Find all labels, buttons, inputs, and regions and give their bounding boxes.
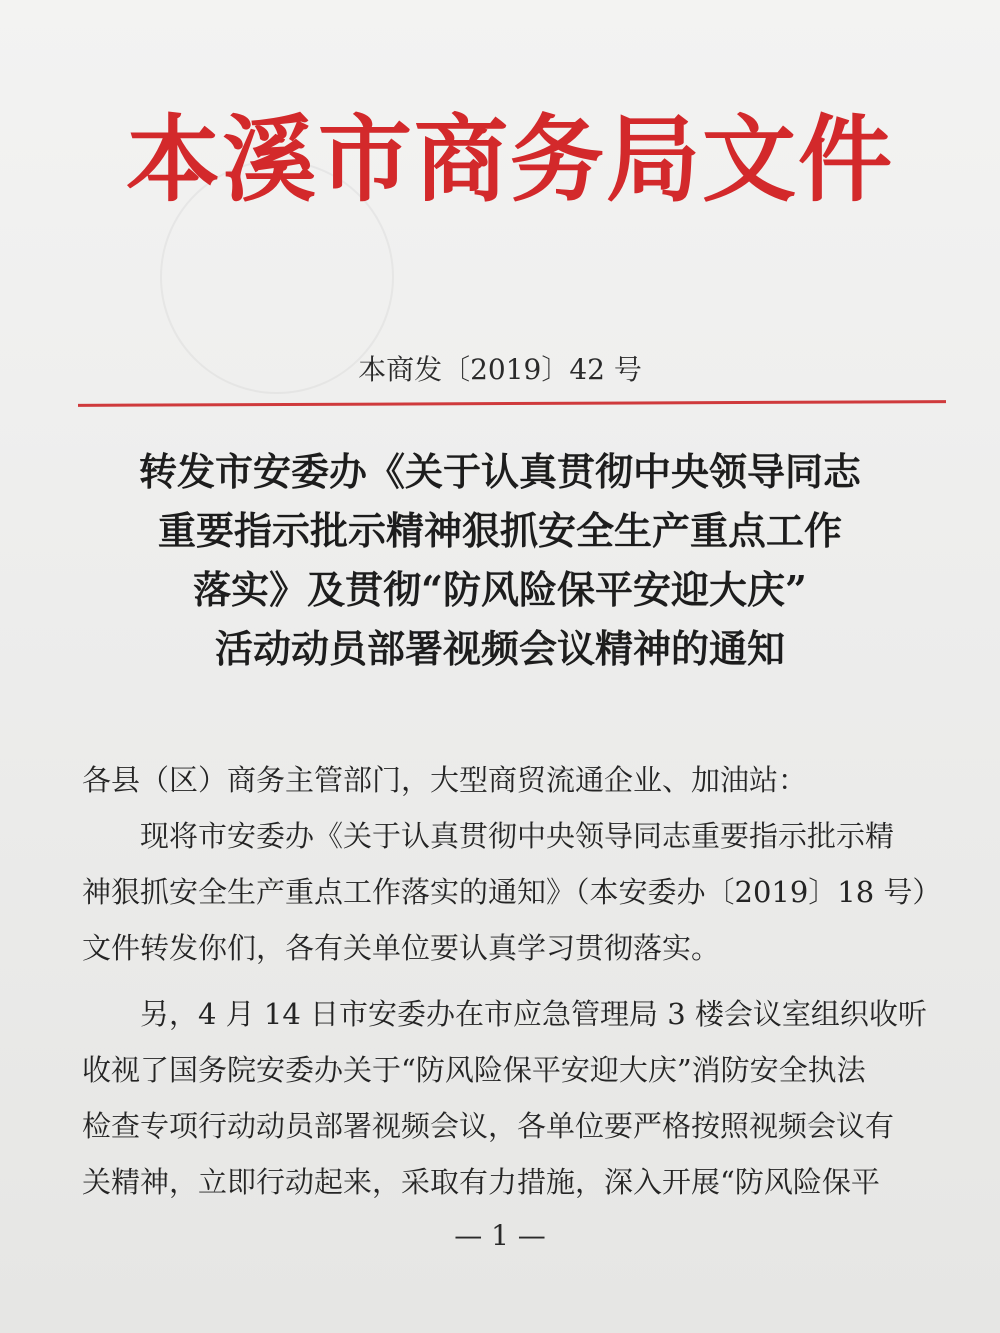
paragraph-line: 神狠抓安全生产重点工作落实的通知》（本安委办〔2019〕18 号） [82,875,942,909]
paragraph-line: 现将市安委办《关于认真贯彻中央领导同志重要指示批示精 [140,819,895,853]
paragraph-line: 检查专项行动动员部署视频会议，各单位要严格按照视频会议有 [82,1109,895,1143]
salutation: 各县（区）商务主管部门，大型商贸流通企业、加油站： [82,763,808,797]
red-divider-line [78,400,946,407]
paragraph-2 [82,986,962,1210]
title-line: 活动动员部署视频会议精神的通知 [214,626,785,671]
paragraph-line: 收视了国务院安委办关于“防风险保平安迎大庆”消防安全执法 [82,1053,866,1087]
letterhead-title: 本溪市商务局文件 [125,105,894,215]
title-line: 落实》及贯彻“防风险保平安迎大庆” [193,567,807,612]
paragraph-1 [82,808,962,976]
title-line: 转发市安委办《关于认真贯彻中央领导同志 [138,449,861,494]
title-line: 重要指示批示精神狠抓安全生产重点工作 [157,508,842,553]
page-number: — 1 — [454,1219,546,1252]
paragraph-line: 文件转发你们，各有关单位要认真学习贯彻落实。 [82,931,721,965]
document-body [82,752,962,1210]
paragraph-line: 关精神，立即行动起来，采取有力措施，深入开展“防风险保平 [82,1165,880,1199]
document-title [60,442,940,678]
document-number: 本商发〔2019〕42 号 [358,353,642,386]
paragraph-line: 另，4 月 14 日市安委办在市应急管理局 3 楼会议室组织收听 [140,997,927,1031]
